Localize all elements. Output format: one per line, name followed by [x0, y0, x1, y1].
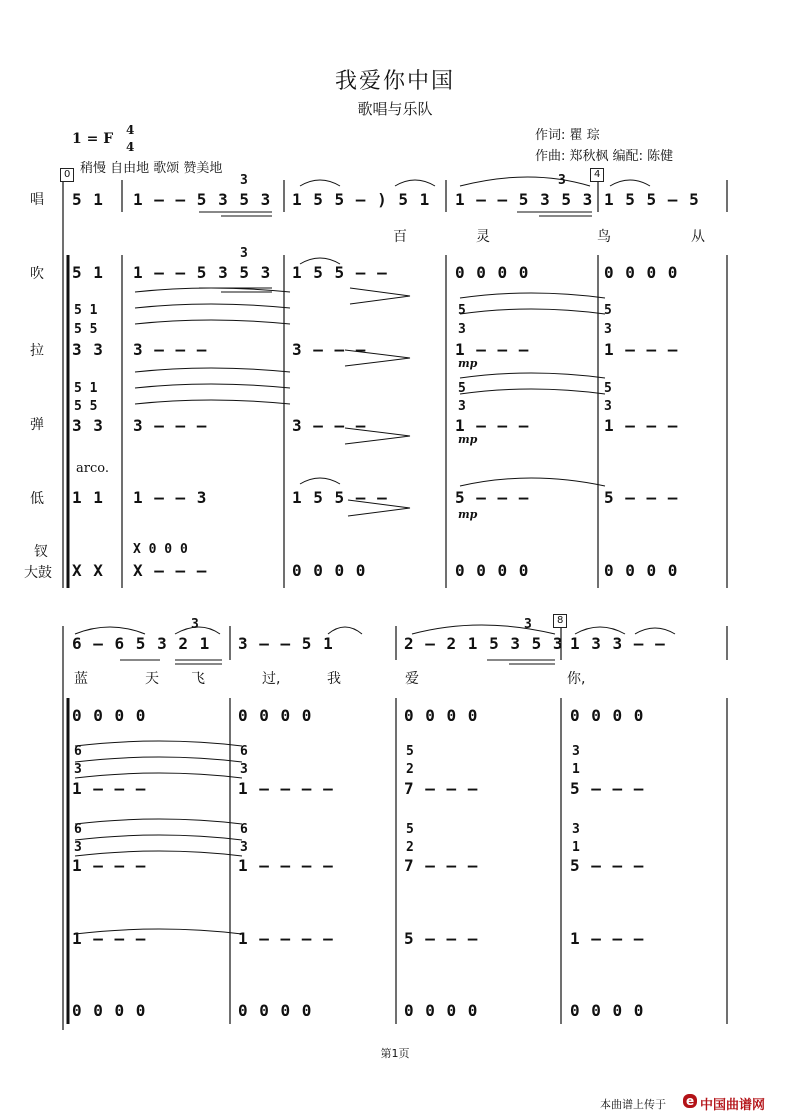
strings-bar-3-top: 5: [458, 303, 466, 318]
strings-bar-8: 5 – – –: [570, 779, 645, 798]
lyric: 过,: [262, 671, 281, 687]
triplet-mark: 3: [240, 173, 248, 188]
lyric: 灵: [476, 229, 490, 245]
rehearsal-mark-0: 0: [60, 168, 74, 182]
voice-bar-5: 6 – 6 5 3 2 1: [72, 634, 211, 653]
bass-bar-1: 1 – – 3: [133, 488, 208, 507]
strings-bar-3: 1 – – –: [455, 340, 530, 359]
wind-bar-1: 1 – – 5 3 5 3: [133, 263, 272, 282]
strings-bar-5: 1 – – –: [72, 779, 147, 798]
wind-bar-5: 0 0 0 0: [72, 706, 147, 725]
plucked-bar-5-mid: 3: [74, 840, 82, 855]
plucked-bar-4: 1 – – –: [604, 416, 679, 435]
instrument-bass: 低: [30, 491, 44, 507]
plucked-bar-6-mid: 3: [240, 840, 248, 855]
strings-bar-6: 1 – – – –: [238, 779, 334, 798]
drum-bar-1: X – – –: [133, 561, 208, 580]
plucked-bar-6: 1 – – – –: [238, 856, 334, 875]
strings-bar-5-mid: 3: [74, 762, 82, 777]
strings-pickup-low: 3 3: [72, 340, 104, 359]
dynamic-mp: mp: [458, 433, 478, 446]
composer-credit: 作曲: 郑秋枫 编配: 陈健: [535, 149, 674, 164]
instrument-plucked: 弹: [30, 417, 44, 433]
lyric: 蓝: [74, 671, 88, 687]
time-signature-bottom: 4: [126, 140, 135, 154]
bass-bar-8: 1 – – –: [570, 929, 645, 948]
lyric: 天: [145, 671, 159, 687]
strings-bar-7-top: 5: [406, 744, 414, 759]
strings-bar-4-mid: 3: [604, 322, 612, 337]
triplet-mark: 3: [558, 173, 566, 188]
dynamic-mp: mp: [458, 357, 478, 370]
drum-bar-4: 0 0 0 0: [604, 561, 679, 580]
arco-marking: arco.: [76, 461, 109, 476]
tempo-marking: 稍慢 自由地 歌颂 赞美地: [80, 161, 223, 176]
plucked-bar-8-top: 3: [572, 822, 580, 837]
drum-bar-3: 0 0 0 0: [455, 561, 530, 580]
lyric: 从: [691, 229, 705, 245]
triplet-mark: 3: [524, 617, 532, 632]
bass-bar-7: 5 – – –: [404, 929, 479, 948]
voice-pickup: 5 1: [72, 190, 104, 209]
wind-bar-8: 0 0 0 0: [570, 706, 645, 725]
strings-pickup-mid: 5 5: [74, 322, 98, 337]
plucked-bar-3-mid: 3: [458, 399, 466, 414]
wind-bar-7: 0 0 0 0: [404, 706, 479, 725]
lyric: 我: [327, 671, 341, 687]
strings-bar-7-mid: 2: [406, 762, 414, 777]
plucked-pickup-top: 5 1: [74, 381, 98, 396]
plucked-bar-1: 3 – – –: [133, 416, 208, 435]
bass-pickup: 1 1: [72, 488, 104, 507]
strings-bar-7: 7 – – –: [404, 779, 479, 798]
rehearsal-mark-8: 8: [553, 614, 567, 628]
lyricist-credit: 作词: 瞿 琮: [535, 128, 600, 143]
triplet-mark: 3: [240, 246, 248, 261]
instrument-strings: 拉: [30, 343, 44, 359]
plucked-bar-8-mid: 1: [572, 840, 580, 855]
plucked-bar-5-top: 6: [74, 822, 82, 837]
drum-bar-8: 0 0 0 0: [570, 1001, 645, 1020]
strings-bar-4: 1 – – –: [604, 340, 679, 359]
instrument-bass-drum: 大鼓: [24, 565, 52, 581]
voice-bar-8: 1 3 3 – –: [570, 634, 666, 653]
strings-bar-4-top: 5: [604, 303, 612, 318]
voice-bar-7: 2 – 2 1 5 3 5 3: [404, 634, 564, 653]
key-signature: 1 = F: [72, 131, 114, 147]
site-brand[interactable]: 中国曲谱网: [700, 1098, 766, 1113]
drum-bar-7: 0 0 0 0: [404, 1001, 479, 1020]
dynamic-mp: mp: [458, 508, 478, 521]
page-number: 第1页: [380, 1047, 410, 1060]
voice-bar-3: 1 – – 5 3 5 3: [455, 190, 594, 209]
strings-pickup-top: 5 1: [74, 303, 98, 318]
plucked-pickup-mid: 5 5: [74, 399, 98, 414]
strings-bar-6-mid: 3: [240, 762, 248, 777]
wind-bar-6: 0 0 0 0: [238, 706, 313, 725]
plucked-bar-7: 7 – – –: [404, 856, 479, 875]
page-subtitle: 歌唱与乐队: [357, 100, 433, 118]
wind-bar-2: 1 5 5 – –: [292, 263, 388, 282]
cymbal-bar-1: X 0 0 0: [133, 542, 188, 557]
plucked-bar-4-mid: 3: [604, 399, 612, 414]
voice-bar-4: 1 5 5 – 5: [604, 190, 700, 209]
time-signature-top: 4: [126, 123, 135, 137]
strings-bar-2: 3 – – –: [292, 340, 367, 359]
lyric: 你,: [567, 671, 586, 687]
voice-bar-1: 1 – – 5 3 5 3: [133, 190, 272, 209]
lyric: 爱: [405, 671, 419, 687]
plucked-bar-2: 3 – – –: [292, 416, 367, 435]
page-title: 我爱你中国: [334, 69, 455, 94]
upload-note: 本曲谱上传于: [600, 1098, 666, 1111]
plucked-bar-6-top: 6: [240, 822, 248, 837]
wind-bar-4: 0 0 0 0: [604, 263, 679, 282]
instrument-voice: 唱: [30, 192, 44, 208]
lyric: 鸟: [597, 229, 611, 245]
bass-bar-4: 5 – – –: [604, 488, 679, 507]
triplet-mark: 3: [191, 617, 199, 632]
drum-bar-5: 0 0 0 0: [72, 1001, 147, 1020]
instrument-wind: 吹: [30, 266, 44, 282]
drum-bar-2: 0 0 0 0: [292, 561, 367, 580]
drum-bar-6: 0 0 0 0: [238, 1001, 313, 1020]
site-logo: e: [683, 1094, 697, 1108]
strings-bar-8-top: 3: [572, 744, 580, 759]
lyric: 百: [393, 229, 407, 245]
strings-bar-8-mid: 1: [572, 762, 580, 777]
plucked-pickup-low: 3 3: [72, 416, 104, 435]
strings-bar-1: 3 – – –: [133, 340, 208, 359]
plucked-bar-8: 5 – – –: [570, 856, 645, 875]
strings-bar-6-top: 6: [240, 744, 248, 759]
plucked-bar-3-top: 5: [458, 381, 466, 396]
plucked-bar-4-top: 5: [604, 381, 612, 396]
voice-bar-2: 1 5 5 – ) 5 1: [292, 190, 431, 209]
plucked-bar-3: 1 – – –: [455, 416, 530, 435]
bass-bar-6: 1 – – – –: [238, 929, 334, 948]
strings-bar-3-mid: 3: [458, 322, 466, 337]
plucked-bar-7-top: 5: [406, 822, 414, 837]
plucked-bar-7-mid: 2: [406, 840, 414, 855]
bass-bar-2: 1 5 5 – –: [292, 488, 388, 507]
bass-bar-5: 1 – – –: [72, 929, 147, 948]
plucked-bar-5: 1 – – –: [72, 856, 147, 875]
drum-pickup: X X: [72, 561, 104, 580]
instrument-cymbal: 钗: [34, 544, 48, 560]
voice-bar-6: 3 – – 5 1: [238, 634, 334, 653]
wind-pickup: 5 1: [72, 263, 104, 282]
lyric: 飞: [191, 671, 205, 687]
strings-bar-5-top: 6: [74, 744, 82, 759]
wind-bar-3: 0 0 0 0: [455, 263, 530, 282]
rehearsal-mark-4: 4: [590, 168, 604, 182]
bass-bar-3: 5 – – –: [455, 488, 530, 507]
